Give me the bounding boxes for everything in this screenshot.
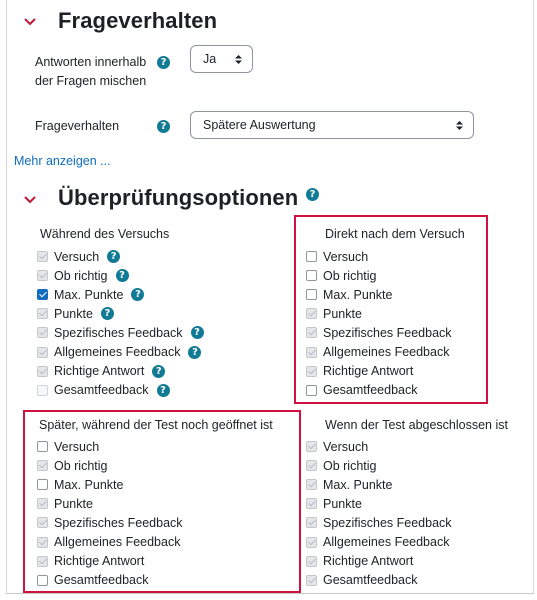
option-label: Versuch (54, 249, 100, 264)
option-label: Gesamtfeedback (54, 573, 149, 588)
checkbox (306, 366, 317, 377)
column-title: Während des Versuchs (40, 227, 170, 241)
checkbox (37, 366, 48, 377)
help-icon[interactable]: ? (157, 384, 170, 397)
checkbox (306, 479, 317, 490)
review-option (306, 475, 392, 494)
checkbox (306, 308, 317, 319)
option-label: Allgemeines Feedback (323, 345, 450, 359)
review-option (37, 381, 170, 400)
review-option (306, 513, 452, 532)
checkbox (306, 327, 317, 338)
review-option (37, 323, 204, 342)
review-option (37, 343, 201, 362)
option-label: Versuch (323, 249, 369, 264)
checkbox (37, 270, 48, 281)
review-option (306, 533, 449, 552)
option-label: Richtige Antwort (323, 554, 414, 569)
checkbox (37, 251, 48, 262)
checkbox (37, 347, 48, 358)
help-icon[interactable]: ? (306, 188, 319, 201)
checkbox (306, 517, 317, 528)
option-label: Max. Punkte (54, 477, 124, 492)
review-option[interactable] (306, 381, 418, 400)
checkbox (306, 575, 317, 586)
option-label: Versuch (323, 439, 369, 454)
review-option (37, 494, 93, 513)
review-option (306, 343, 449, 362)
checkbox[interactable] (306, 289, 317, 300)
option-label: Gesamtfeedback (323, 383, 418, 398)
checkbox[interactable] (306, 270, 317, 281)
review-option (306, 304, 362, 323)
option-label: Spezifisches Feedback (323, 325, 452, 340)
chevron-down-icon[interactable] (22, 192, 38, 208)
checkbox (306, 347, 317, 358)
checkbox (37, 498, 48, 509)
option-label: Gesamtfeedback (323, 573, 418, 588)
help-icon[interactable]: ? (188, 346, 201, 359)
checkbox (306, 460, 317, 471)
behaviour-label: Frageverhalten (35, 119, 120, 133)
checkbox (37, 517, 48, 528)
help-icon[interactable]: ? (157, 120, 170, 133)
review-option[interactable] (37, 475, 123, 494)
review-option (306, 362, 413, 381)
shuffle-select-value: Ja (203, 52, 217, 66)
section-title-review[interactable]: Überprüfungsoptionen (58, 185, 299, 210)
option-label: Ob richtig (323, 268, 377, 283)
review-option[interactable] (306, 247, 368, 266)
review-option[interactable] (37, 571, 149, 590)
checkbox (37, 556, 48, 567)
review-option[interactable] (37, 437, 99, 456)
select-caret-icon (456, 121, 463, 130)
checkbox (37, 385, 48, 396)
option-label: Richtige Antwort (323, 364, 414, 379)
help-icon[interactable]: ? (101, 307, 114, 320)
option-label: Ob richtig (323, 458, 377, 473)
help-icon[interactable]: ? (191, 326, 204, 339)
option-label: Max. Punkte (323, 287, 393, 302)
behaviour-select[interactable] (190, 111, 474, 139)
checkbox[interactable] (306, 251, 317, 262)
review-option (306, 494, 362, 513)
checkbox (37, 308, 48, 319)
review-option (37, 456, 108, 475)
review-option (306, 571, 418, 590)
option-label: Max. Punkte (323, 477, 393, 492)
option-label: Richtige Antwort (54, 364, 145, 379)
review-option (37, 513, 183, 532)
select-caret-icon (235, 55, 242, 64)
checkbox (306, 537, 317, 548)
review-option[interactable] (37, 285, 144, 304)
shuffle-label-line1: Antworten innerhalb (35, 55, 147, 69)
help-icon[interactable]: ? (157, 56, 170, 69)
help-icon[interactable]: ? (107, 250, 120, 263)
option-label: Allgemeines Feedback (54, 535, 181, 549)
review-option[interactable] (306, 266, 377, 285)
checkbox (306, 498, 317, 509)
review-option (37, 304, 114, 323)
option-label: Ob richtig (54, 268, 108, 283)
option-label: Punkte (54, 496, 93, 511)
option-label: Punkte (323, 306, 362, 321)
option-label: Spezifisches Feedback (323, 515, 452, 530)
review-option (37, 247, 120, 266)
option-label: Ob richtig (54, 458, 108, 473)
shuffle-label-line2: der Fragen mischen (35, 74, 147, 88)
review-option (37, 552, 144, 571)
option-label: Spezifisches Feedback (54, 325, 183, 340)
checkbox[interactable] (306, 385, 317, 396)
column-title: Später, während der Test noch geöffnet ist (39, 418, 273, 432)
chevron-down-icon[interactable] (22, 14, 38, 30)
behaviour-select-value: Spätere Auswertung (203, 118, 316, 132)
review-option (37, 533, 180, 552)
help-icon[interactable]: ? (116, 269, 129, 282)
help-icon[interactable]: ? (152, 365, 165, 378)
checkbox (37, 537, 48, 548)
review-option[interactable] (306, 285, 392, 304)
help-icon[interactable]: ? (131, 288, 144, 301)
review-option (37, 266, 129, 285)
option-label: Versuch (54, 439, 100, 454)
review-option (306, 456, 377, 475)
review-option (37, 362, 165, 381)
shuffle-label (35, 53, 146, 90)
option-label: Max. Punkte (54, 287, 124, 302)
option-label: Richtige Antwort (54, 554, 145, 569)
checkbox[interactable] (37, 575, 48, 586)
option-label: Punkte (54, 306, 93, 321)
review-option (306, 437, 368, 456)
option-label: Allgemeines Feedback (54, 345, 181, 359)
column-title: Wenn der Test abgeschlossen ist (325, 418, 508, 432)
option-label: Punkte (323, 496, 362, 511)
review-option (306, 552, 413, 571)
checkbox (306, 556, 317, 567)
column-title: Direkt nach dem Versuch (325, 227, 465, 241)
option-label: Spezifisches Feedback (54, 515, 183, 530)
checkbox (37, 327, 48, 338)
checkbox[interactable] (37, 441, 48, 452)
checkbox (306, 441, 317, 452)
more-link[interactable]: Mehr anzeigen ... (14, 154, 111, 168)
review-option (306, 323, 452, 342)
checkbox (37, 460, 48, 471)
option-label: Gesamtfeedback (54, 383, 149, 398)
checkbox[interactable] (37, 289, 48, 300)
section-title-frageverhalten[interactable]: Frageverhalten (58, 8, 218, 33)
shuffle-select[interactable] (190, 45, 253, 73)
option-label: Allgemeines Feedback (323, 535, 450, 549)
checkbox[interactable] (37, 479, 48, 490)
